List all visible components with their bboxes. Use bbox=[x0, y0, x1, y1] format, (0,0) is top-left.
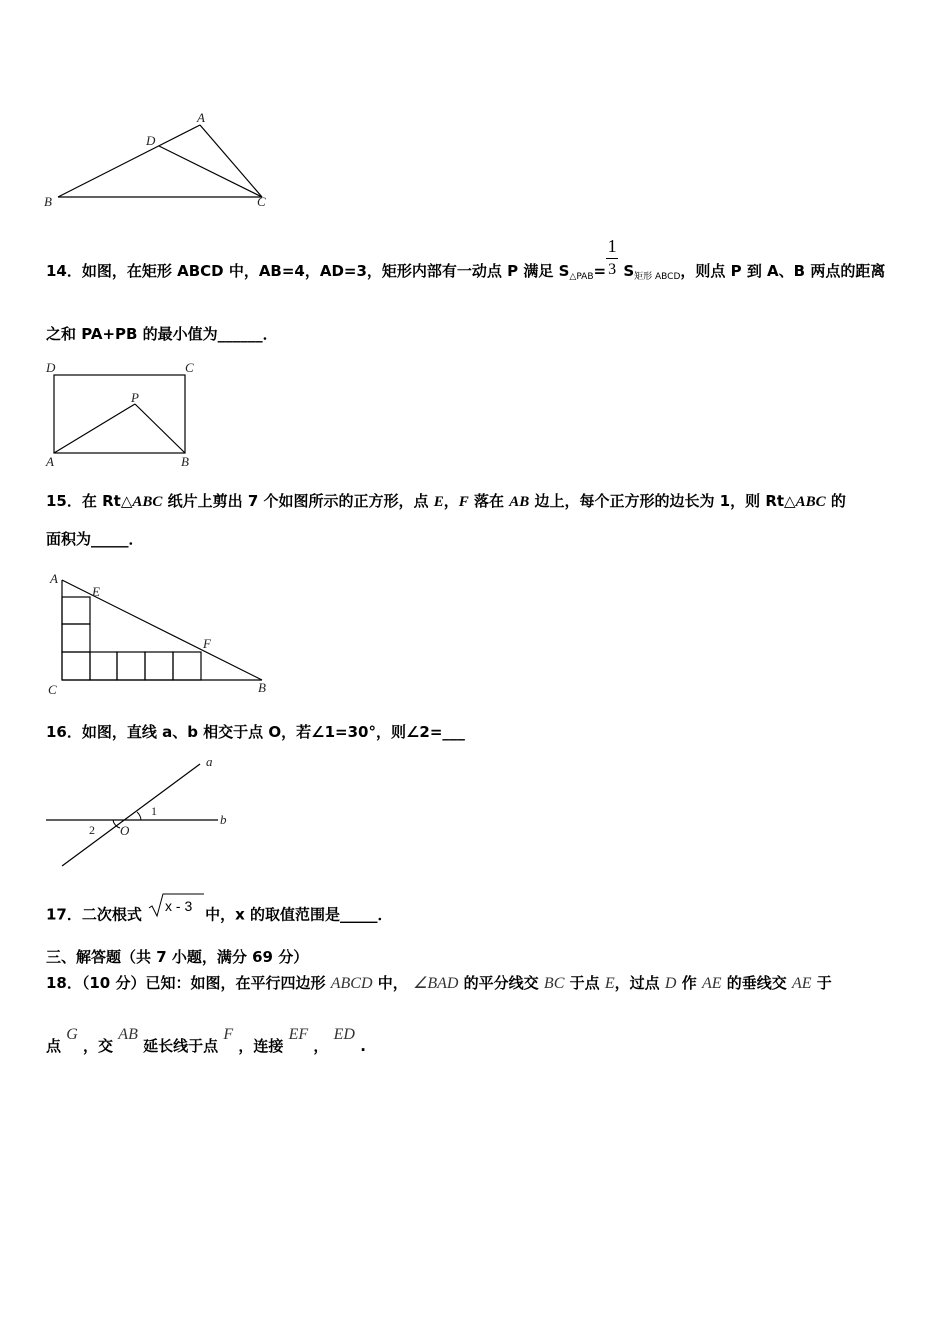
label-C: C bbox=[257, 194, 266, 209]
q15-ab: AB bbox=[509, 494, 530, 510]
label-A: A bbox=[197, 110, 205, 125]
q18-text-c: 的平分线交 bbox=[463, 974, 539, 992]
label-E: E bbox=[92, 584, 100, 599]
q18-line2 bbox=[46, 1026, 366, 1057]
q17-text-b: 中，x 的取值范围是_____． bbox=[205, 905, 393, 924]
label-b: b bbox=[220, 812, 227, 827]
q18-f: F bbox=[223, 1026, 234, 1043]
label-D: D bbox=[146, 133, 156, 148]
q14-sub-abcd: 矩形 ABCD bbox=[634, 272, 681, 282]
q18-g: G bbox=[66, 1026, 78, 1043]
q18-text-f: 作 bbox=[681, 974, 697, 992]
q18-text-l2a: 点 bbox=[46, 1037, 62, 1055]
section-3-heading: 三、解答题（共 7 小题，满分 69 分） bbox=[46, 948, 309, 966]
label-B: B bbox=[181, 454, 189, 469]
q18-bc: BC bbox=[543, 975, 565, 992]
q18-ab: AB bbox=[118, 1026, 138, 1043]
q14-text-a: 14．如图，在矩形 ABCD 中，AB=4，AD=3，矩形内部有一动点 P 满足 S bbox=[46, 262, 570, 280]
q15-f: F bbox=[458, 494, 469, 510]
q18-text-d: 于点 bbox=[569, 974, 600, 992]
q18-text-e: ，过点 bbox=[614, 974, 660, 992]
q16-line: 16．如图，直线 a、b 相交于点 O，若∠1=30°，则∠2=___ bbox=[46, 723, 465, 741]
figure-rectangle-p bbox=[40, 358, 210, 470]
q18-text-l2b: ，交 bbox=[83, 1037, 114, 1055]
q15-text-a: 15．在 Rt△ bbox=[46, 492, 133, 510]
q15-abc: ABC bbox=[132, 494, 163, 510]
q18-ed: ED bbox=[333, 1026, 355, 1043]
q15-line1 bbox=[46, 491, 846, 512]
figure-intersecting-lines bbox=[40, 752, 240, 872]
figure-triangle-abcd bbox=[40, 108, 280, 213]
q15-comma: ， bbox=[443, 492, 459, 510]
q17-text-a: 17．二次根式 bbox=[46, 905, 142, 924]
q14-line1 bbox=[46, 235, 886, 284]
sqrt-expression bbox=[147, 898, 205, 928]
label-F: F bbox=[203, 636, 211, 651]
label-a: a bbox=[206, 754, 213, 769]
label-angle-2: 2 bbox=[89, 823, 95, 837]
label-C: C bbox=[185, 360, 194, 375]
q17-line bbox=[46, 898, 393, 928]
q18-text-h: 于 bbox=[816, 974, 832, 992]
label-A: A bbox=[50, 571, 58, 586]
q15-text-b: 纸片上剪出 7 个如图所示的正方形，点 bbox=[162, 492, 434, 510]
q18-ae-1: AE bbox=[701, 975, 722, 992]
label-C: C bbox=[48, 682, 57, 697]
q15-text-c: 落在 bbox=[468, 492, 510, 510]
fraction-one-third bbox=[606, 235, 618, 282]
q18-ef: EF bbox=[288, 1026, 309, 1043]
label-B: B bbox=[44, 194, 52, 209]
q18-text-a: 18．（10 分）已知：如图，在平行四边形 bbox=[46, 974, 326, 992]
q18-ae-2: AE bbox=[791, 975, 812, 992]
label-D: D bbox=[46, 360, 56, 375]
q14-line2: 之和 PA+PB 的最小值为______． bbox=[46, 325, 278, 343]
figure-right-triangle-squares bbox=[40, 570, 280, 700]
label-P: P bbox=[131, 390, 139, 405]
q18-abcd: ABCD bbox=[330, 975, 373, 992]
label-B: B bbox=[258, 680, 266, 695]
label-angle-1: 1 bbox=[151, 804, 157, 818]
q15-abc-2: ABC bbox=[795, 494, 826, 510]
q14-eq: = bbox=[593, 262, 607, 280]
q18-text-l2e: ， bbox=[313, 1037, 329, 1055]
q18-text-l2d: ，连接 bbox=[238, 1037, 284, 1055]
sqrt-radicand: x - 3 bbox=[165, 898, 193, 914]
q18-text-l2c: 延长线于点 bbox=[143, 1037, 219, 1055]
q18-text-b: 中， bbox=[377, 974, 408, 992]
q15-e: E bbox=[433, 494, 444, 510]
q18-e: E bbox=[604, 975, 615, 992]
q14-s2: S bbox=[623, 262, 635, 280]
q18-angle: ∠BAD bbox=[412, 975, 459, 992]
q15-text-e: 的 bbox=[825, 492, 846, 510]
fraction-denominator: 3 bbox=[608, 260, 617, 278]
fraction-numerator: 1 bbox=[607, 235, 617, 256]
q15-text-d: 边上，每个正方形的边长为 1，则 Rt△ bbox=[529, 492, 796, 510]
label-O: O bbox=[120, 823, 130, 838]
q18-text-l2f: . bbox=[360, 1037, 366, 1055]
q18-line1 bbox=[46, 973, 832, 994]
q18-d: D bbox=[664, 975, 677, 992]
q15-line2: 面积为_____． bbox=[46, 530, 144, 548]
label-A: A bbox=[46, 454, 54, 469]
q14-sub-pab: △PAB bbox=[569, 272, 594, 282]
q18-text-g: 的垂线交 bbox=[726, 974, 787, 992]
q14-text-b: ，则点 P 到 A、B 两点的距离 bbox=[680, 262, 886, 280]
